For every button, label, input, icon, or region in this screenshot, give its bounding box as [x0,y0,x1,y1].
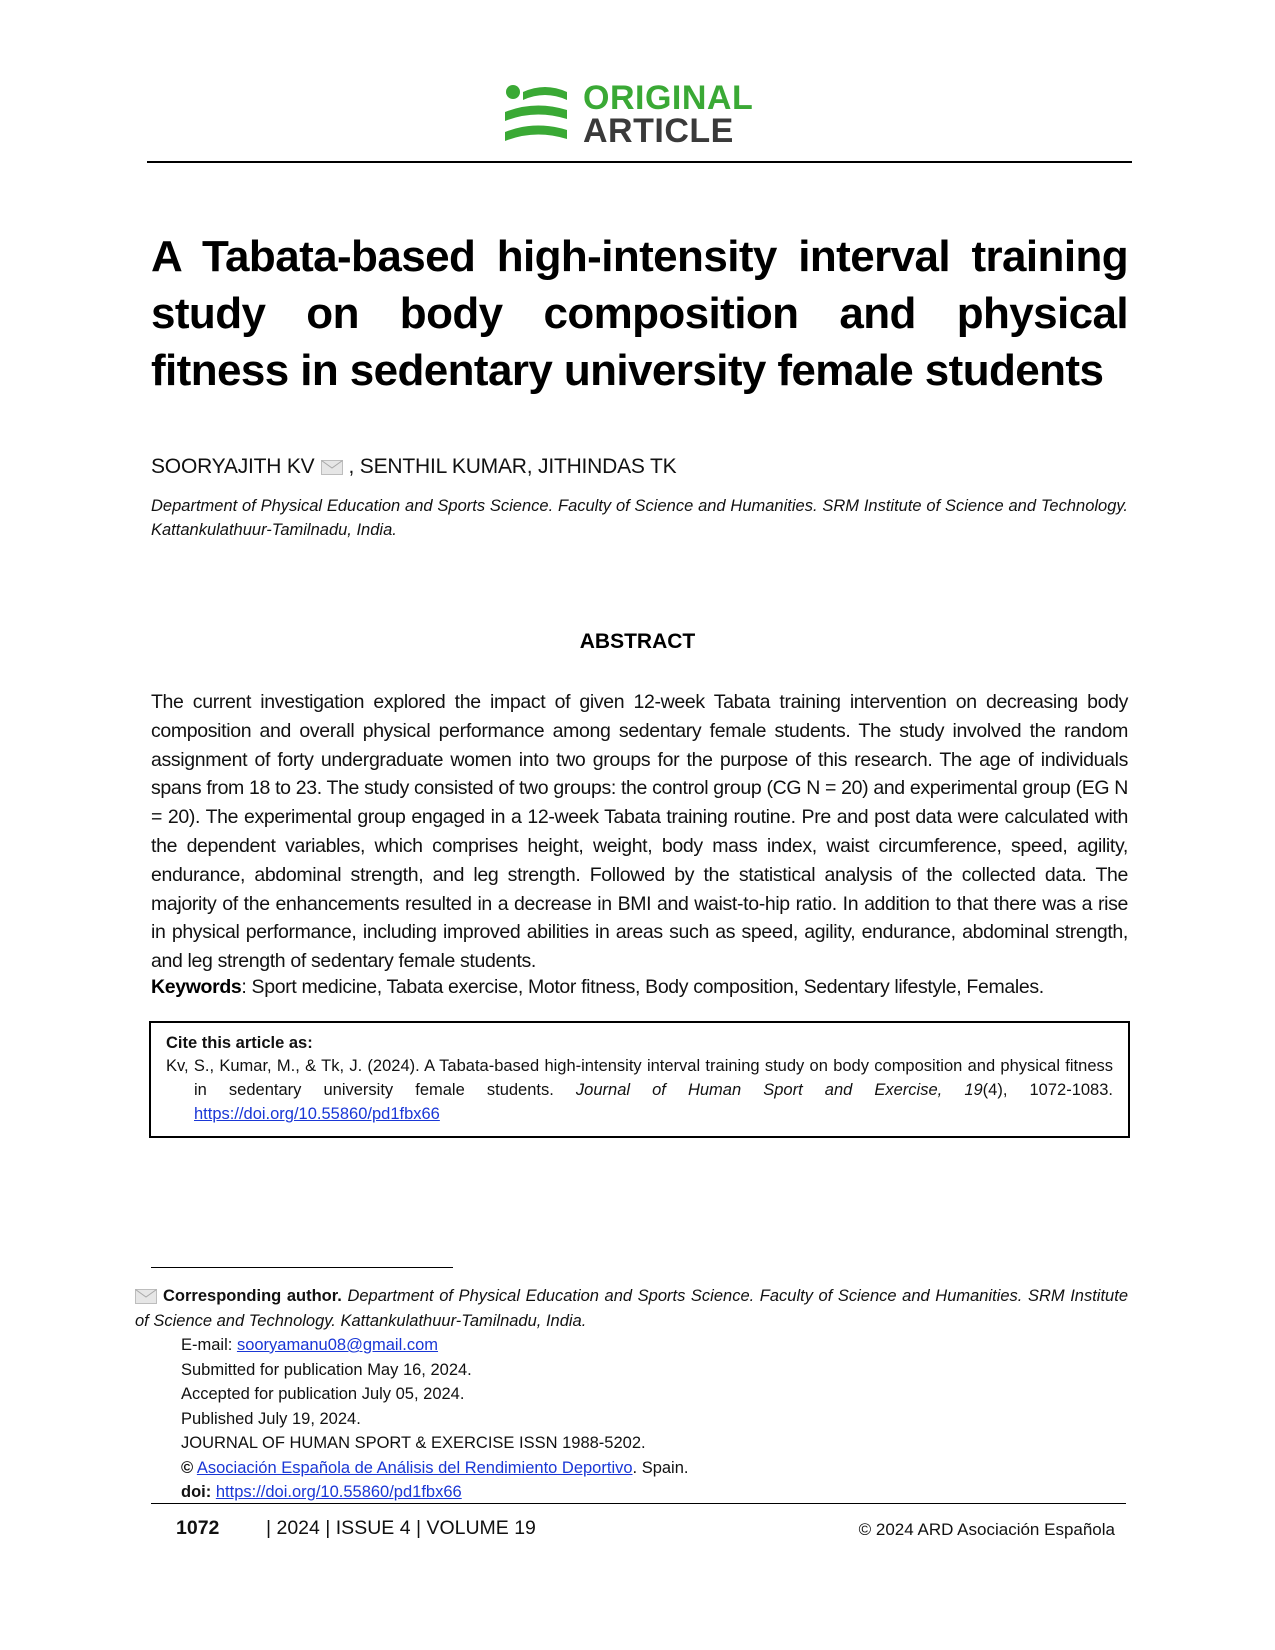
first-author: SOORYAJITH KV [151,455,315,478]
other-authors: , SENTHIL KUMAR, JITHINDAS TK [348,455,677,478]
corresponding-affiliation: Department of Physical Education and Sports Science. Faculty of Science and Humanities. SRM Institute of Science and Technology. Kattankulathuur-Tamilnadu, India. [135,1287,1128,1330]
keywords-line [151,976,1128,999]
citation-journal: Journal of Human Sport and Exercise, 19 [575,1081,983,1099]
keywords-label: Keywords [151,976,242,998]
corresponding-author-footnote [135,1284,1128,1505]
copyright-symbol: © [181,1458,194,1477]
doi-link[interactable]: https://doi.org/10.55860/pd1fbx66 [215,1483,462,1501]
keywords-list: : Sport medicine, Tabata exercise, Motor fitness, Body composition, Sedentary lifestyle, Females. [241,976,1044,998]
accepted-date: Accepted for publication July 05, 2024. [181,1385,465,1403]
publisher-link[interactable]: Asociación Española de Análisis del Rendimiento Deportivo [196,1458,633,1477]
submitted-date: Submitted for publication May 16, 2024. [181,1360,472,1379]
author-list [151,455,676,479]
doi-label: doi: [181,1483,212,1501]
abstract-text: The current investigation explored the impact of given 12-week Tabata training intervention on decreasing body composition and overall physical performance among sedentary female students. The study involved the random assignment of forty undergraduate women into two groups for the purpose of this research. The age of individuals spans from 18 to 23. The study consisted of two groups: the control group (CG N = 20) and experimental group (EG N = 20). The experimental group engaged in a 12-week Tabata training routine. Pre and post data were calculated with the dependent variables, which comprises height, weight, body mass index, waist circumference, speed, agility, endurance, abdominal strength, and leg strength. Followed by the statistical analysis of the collected data. The majority of the enhancements resulted in a decrease in BMI and waist-to-hip ratio. In addition to that there was a rise in physical performance, including improved abilities in areas such as speed, agility, endurance, abdominal strength, and leg strength of sedentary female students. [151,691,1128,973]
footnote-divider [151,1267,453,1268]
publisher-line [135,1456,1128,1481]
footer-divider [151,1503,1126,1504]
page-number: 1072 [176,1517,220,1539]
author-affiliation: Department of Physical Education and Sports Science. Faculty of Science and Humanities. SRM Institute of Science and Technology. Kattankulathuur-Tamilnadu, India. [151,497,1128,539]
corresponding-author-line [135,1284,1128,1333]
published-date: Published July 19, 2024. [181,1409,361,1428]
email-label: E-mail: [181,1336,233,1354]
publisher-country: . Spain. [632,1458,689,1477]
envelope-icon[interactable] [321,460,343,475]
citation-heading: Cite this article as: [166,1034,313,1052]
citation-box [149,1021,1130,1138]
citation-text [166,1054,1113,1126]
citation-doi-link[interactable]: https://doi.org/10.55860/pd1fbx66 [194,1105,440,1123]
corresponding-author-label: Corresponding author. [163,1287,342,1305]
citation-authors-title: Kv, S., Kumar, M., & Tk, J. (2024). A Tabata-based high-intensity interval training study on body composition and physical fitness in sedentary university female students. [166,1057,1113,1099]
doi-line [135,1480,1128,1505]
logo-line-original: ORIGINAL [583,79,754,117]
logo-line-article: ARTICLE [583,112,734,150]
citation-issue: (4), 1072-1083. [982,1081,1113,1099]
journal-issn: JOURNAL OF HUMAN SPORT & EXERCISE ISSN 1988-5202. [181,1434,646,1452]
logo-text [583,79,754,150]
envelope-icon [135,1289,157,1304]
issue-info: | 2024 | ISSUE 4 | VOLUME 19 [266,1517,536,1539]
paper-title: A Tabata-based high-intensity interval training study on body composition and physical fitness in sedentary university female students [151,232,1128,395]
original-article-logo-icon [505,84,569,146]
email-line [135,1333,1128,1358]
journal-logo [505,79,775,152]
abstract-heading: ABSTRACT [579,630,696,653]
footer-copyright: © 2024 ARD Asociación Española [858,1520,1115,1539]
email-link[interactable]: sooryamanu08@gmail.com [236,1336,439,1354]
header-divider [147,161,1132,163]
